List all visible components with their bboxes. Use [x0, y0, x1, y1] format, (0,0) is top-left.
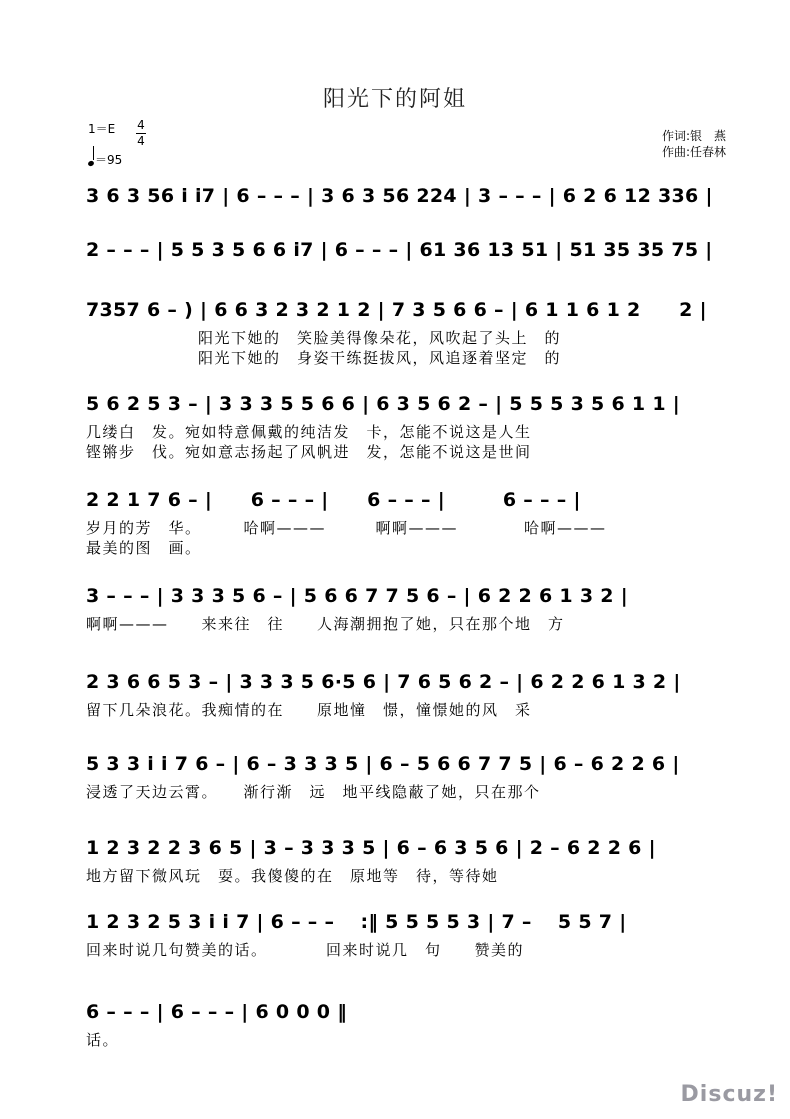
- notation-line: 5 6 2 5 3 – | 3 3 3 5 5 6 6 | 6 3 5 6 2 – | 5 5 5 3 5 6 1 1 |: [86, 393, 681, 415]
- notation-line: 2 3 6 6 5 3 – | 3 3 3 5 6·5 6 | 7 6 5 6 2 – | 6 2 2 6 1 3 2 |: [86, 671, 681, 693]
- watermark-logo: Discuz!: [680, 1082, 778, 1107]
- lyricist: 作词:银 燕: [662, 129, 727, 143]
- lyric-line: 留下几朵浪花。我痴情的在 原地憧 憬，憧憬她的风 采: [86, 701, 532, 719]
- quarter-note-icon: [87, 160, 95, 167]
- key-signature: 1＝E: [88, 122, 116, 136]
- notation-line: 3 6 3 56 i i7 | 6 – – – | 3 6 3 56 224 | 3 – – – | 6 2 6 12 336 |: [86, 185, 713, 207]
- system-1: [86, 178, 746, 214]
- tempo-marking: [88, 150, 122, 168]
- system-3: [86, 292, 746, 368]
- credits: [662, 128, 726, 160]
- time-signature: [134, 118, 148, 149]
- lyric-line: 几缕白 发。宛如特意佩戴的纯洁发 卡，怎能不说这是人生: [86, 423, 532, 441]
- lyric-line: 最美的图 画。: [86, 539, 202, 557]
- system-6: [86, 578, 746, 634]
- notation-line: 2 2 1 7 6 – | 6 – – – | 6 – – – | 6 – – – |: [86, 489, 581, 511]
- system-5: [86, 482, 746, 558]
- notation-line: 1 2 3 2 5 3 i i 7 | 6 – – – :‖ 5 5 5 5 3 | 7 – 5 5 7 |: [86, 911, 627, 933]
- lyric-line: 话。: [86, 1031, 120, 1049]
- notation-line: 7357 6 – ) | 6 6 3 2 3 2 1 2 | 7 3 5 6 6 – | 6 1 1 6 1 2 2 |: [86, 299, 707, 321]
- song-title: 阳光下的阿姐: [322, 87, 467, 112]
- lyric-line: 铿锵步 伐。宛如意志扬起了风帆进 发，怎能不说这是世间: [86, 443, 532, 461]
- lyric-line: 回来时说几句赞美的话。 回来时说几 句 赞美的: [86, 941, 525, 959]
- system-2: [86, 232, 746, 268]
- composer: 作曲:任春林: [662, 145, 727, 159]
- system-11: [86, 994, 746, 1050]
- notation-line: 1 2 3 2 2 3 6 5 | 3 – 3 3 3 5 | 6 – 6 3 5 6 | 2 – 6 2 2 6 |: [86, 837, 656, 859]
- notation-line: 2 – – – | 5 5 3 5 6 6 i7 | 6 – – – | 61 36 13 51 | 51 35 35 75 |: [86, 239, 713, 261]
- lyric-line: 啊啊——— 来来往 往 人海潮拥抱了她，只在那个地 方: [86, 615, 565, 633]
- notation-line: 3 – – – | 3 3 3 5 6 – | 5 6 6 7 7 5 6 – | 6 2 2 6 1 3 2 |: [86, 585, 628, 607]
- notation-line: 5 3 3 i i 7 6 – | 6 – 3 3 3 5 | 6 – 5 6 6 7 7 5 | 6 – 6 2 2 6 |: [86, 753, 680, 775]
- note-stem: [93, 146, 94, 160]
- meter-bottom: 4: [137, 134, 145, 148]
- system-10: [86, 904, 746, 960]
- lyric-line: 阳光下她的 笑脸美得像朵花，风吹起了头上 的: [198, 329, 562, 347]
- tempo-value: ＝95: [95, 153, 123, 167]
- meter-top: 4: [137, 118, 145, 132]
- system-7: [86, 664, 746, 720]
- system-4: [86, 386, 746, 462]
- lyric-line: 地方留下微风玩 耍。我傻傻的在 原地等 待，等待她: [86, 867, 499, 885]
- system-9: [86, 830, 746, 886]
- lyric-line: 岁月的芳 华。 哈啊——— 啊啊——— 哈啊———: [86, 519, 607, 537]
- lyric-line: 浸透了天边云霄。 渐行渐 远 地平线隐蔽了她，只在那个: [86, 783, 541, 801]
- system-8: [86, 746, 746, 802]
- lyric-line: 阳光下她的 身姿干练挺拔风，风追逐着坚定 的: [198, 349, 562, 367]
- notation-line: 6 – – – | 6 – – – | 6 0 0 0 ‖: [86, 1001, 348, 1023]
